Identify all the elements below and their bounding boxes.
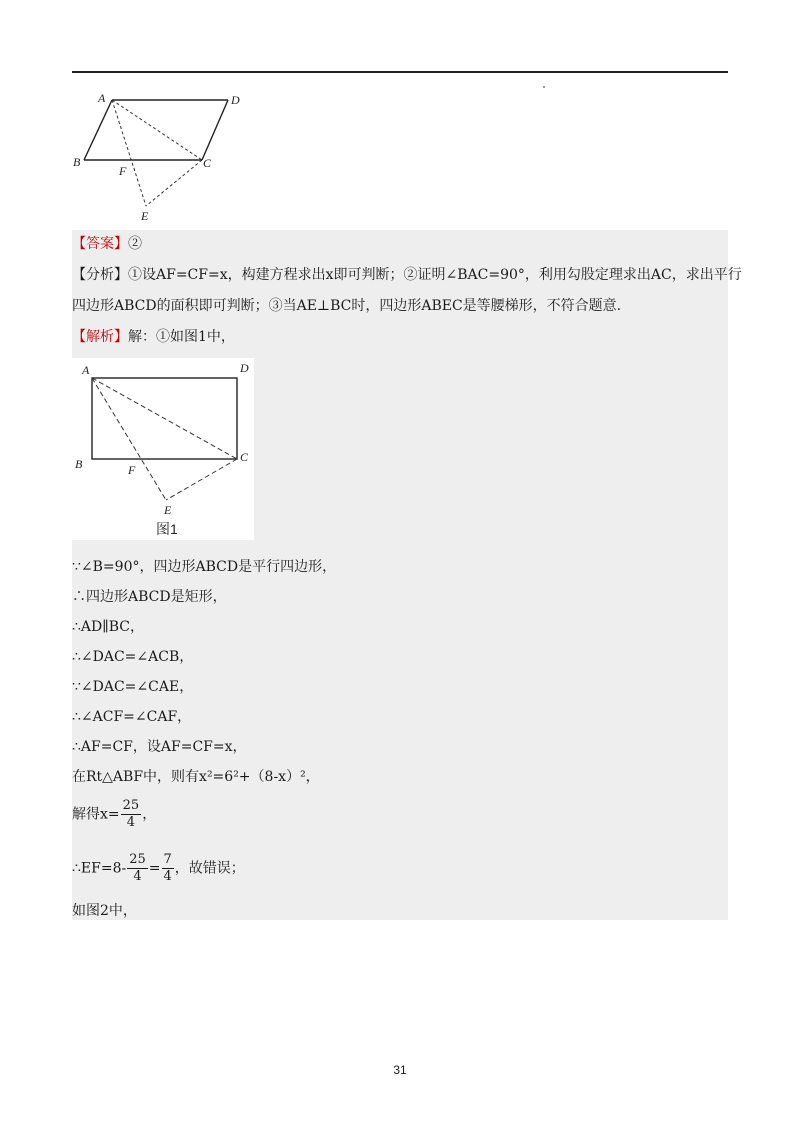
solution-line xyxy=(72,327,235,347)
analysis-text-1: ①设AF=CF=x，构建方程求出x即可判断；②证明∠BAC=90°，利用勾股定理求出AC，求出平行 xyxy=(128,267,742,283)
step-8: 在Rt△ABF中，则有x²=6²+（8-x）²， xyxy=(72,769,320,785)
rectangle-figure xyxy=(72,358,254,540)
fraction-denominator: 4 xyxy=(133,869,142,884)
step-6: ∴∠ACF=∠CAF， xyxy=(72,709,192,725)
label-b: B xyxy=(73,155,81,169)
answer-text: ② xyxy=(128,236,142,252)
fig2-label-e: E xyxy=(164,503,172,517)
ef-suffix: ，故错误； xyxy=(174,860,245,877)
label-f: F xyxy=(119,164,127,178)
fraction-7-4 xyxy=(162,852,174,885)
analysis-tag: 【分析】 xyxy=(72,267,128,283)
step-2: ∴四边形ABCD是矩形， xyxy=(72,589,227,605)
answer-line xyxy=(72,234,142,254)
step-7: ∴AF=CF，设AF=CF=x， xyxy=(72,739,247,755)
solve-prefix: 解得x= xyxy=(72,806,120,823)
figure2-intro: 如图2中， xyxy=(72,903,137,919)
fraction-denominator: 4 xyxy=(163,869,172,884)
solve-suffix: ， xyxy=(142,806,157,823)
fraction-numerator: 7 xyxy=(163,852,172,867)
ef-equals: = xyxy=(148,860,161,877)
fig2-label-f: F xyxy=(128,463,136,477)
ef-prefix: ∴EF=8- xyxy=(72,860,127,877)
analysis-line-2: 四边形ABCD的面积即可判断；③当AE⊥BC时，四边形ABEC是等腰梯形，不符合题意. xyxy=(72,298,622,314)
step-4: ∴∠DAC=∠ACB， xyxy=(72,649,194,665)
label-e: E xyxy=(141,209,149,223)
answer-tag: 【答案】 xyxy=(72,236,128,252)
fig2-label-d: D xyxy=(240,361,249,375)
solution-tag: 【解析】 xyxy=(72,329,128,345)
analysis-line-1 xyxy=(72,265,742,285)
fig2-label-b: B xyxy=(75,457,83,471)
speck xyxy=(543,86,545,88)
fraction-numerator: 25 xyxy=(122,798,140,813)
fig2-label-c: C xyxy=(240,450,249,464)
step-3: ∴AD∥BC， xyxy=(72,619,144,635)
label-c: C xyxy=(203,156,212,170)
fraction-25-4-b xyxy=(127,852,148,885)
label-a: A xyxy=(98,91,106,105)
solution-text: 解：①如图1中， xyxy=(128,329,235,345)
label-d: D xyxy=(231,93,240,107)
fraction-denominator: 4 xyxy=(126,815,136,830)
header-rule xyxy=(72,71,728,73)
parallelogram-figure xyxy=(72,86,272,226)
page-number: 31 xyxy=(393,1063,407,1077)
fraction-numerator: 25 xyxy=(129,852,146,867)
fraction-25-4 xyxy=(121,798,142,831)
ef-line xyxy=(72,852,245,885)
step-1: ∵∠B=90°，四边形ABCD是平行四边形， xyxy=(72,559,337,575)
fig2-label-a: A xyxy=(82,363,90,377)
figure-caption: 图1 xyxy=(156,521,178,537)
step-5: ∵∠DAC=∠CAE， xyxy=(72,679,194,695)
solve-line xyxy=(72,798,156,831)
